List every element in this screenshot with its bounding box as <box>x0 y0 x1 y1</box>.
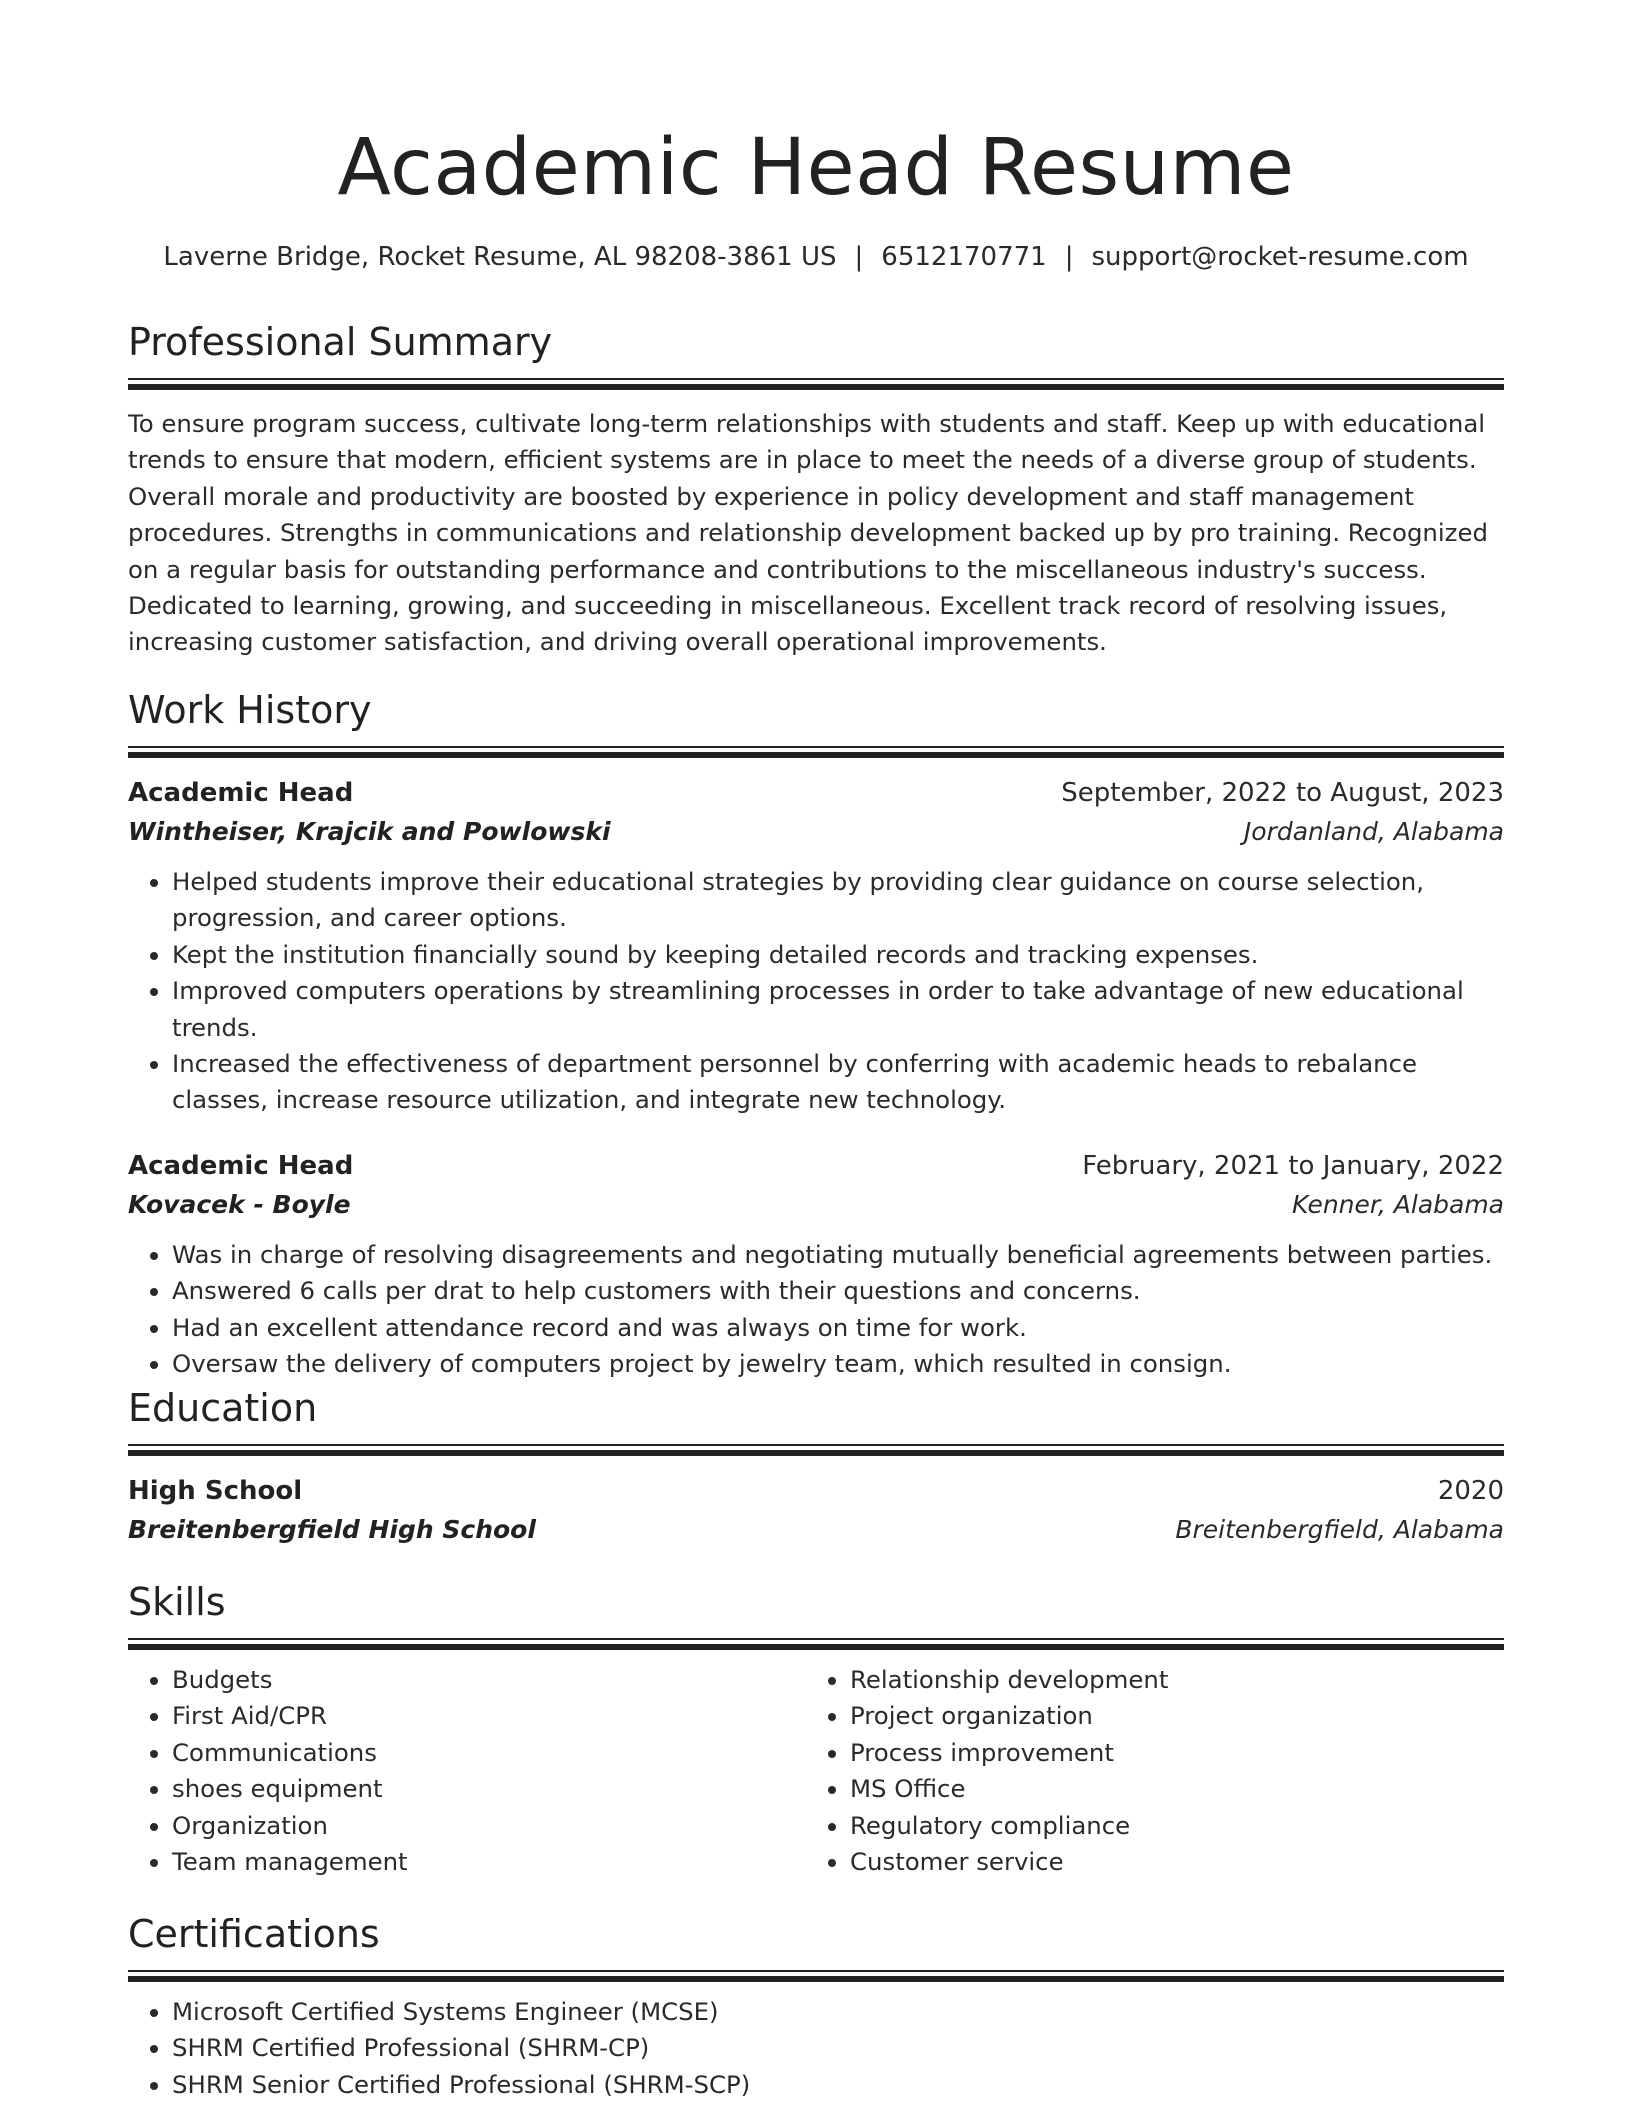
contact-address: Laverne Bridge, Rocket Resume, AL 98208-3861 US <box>163 242 837 272</box>
skill-item: • Project organization <box>850 1698 1484 1734</box>
contact-separator: | <box>1064 242 1074 272</box>
job-entry <box>128 774 1504 1119</box>
skill-item: • First Aid/CPR <box>172 1698 806 1734</box>
education-location: Breitenbergfield, Alabama <box>1175 1515 1504 1544</box>
job-bullets <box>128 1237 1504 1383</box>
skill-item: • Budgets <box>172 1662 806 1698</box>
section-divider-thick <box>128 1976 1504 1982</box>
skill-item: • MS Office <box>850 1771 1484 1807</box>
education-school-row <box>128 1510 1504 1550</box>
skill-item: • Organization <box>172 1808 806 1844</box>
list-item: • Increased the effectiveness of department personnel by conferring with academic heads to rebalance classes, increase resource utilization, and integrate new technology. <box>172 1046 1504 1119</box>
list-item: • Answered 6 calls per drat to help customers with their questions and concerns. <box>172 1273 1504 1309</box>
contact-line <box>128 240 1504 274</box>
list-item: • Was in charge of resolving disagreements and negotiating mutually beneficial agreements between parties. <box>172 1237 1504 1273</box>
section-divider <box>128 1444 1504 1446</box>
section-divider <box>128 378 1504 380</box>
job-header-row <box>128 1147 1504 1185</box>
job-dates: September, 2022 to August, 2023 <box>1061 778 1504 808</box>
section-divider <box>128 1638 1504 1640</box>
skills-columns <box>128 1662 1504 1880</box>
work-section <box>128 686 1504 1382</box>
list-item: • Had an excellent attendance record and was always on time for work. <box>172 1310 1504 1346</box>
section-heading: Work History <box>128 688 372 732</box>
section-divider-thick <box>128 752 1504 758</box>
skill-item: • shoes equipment <box>172 1771 806 1807</box>
job-bullets <box>128 864 1504 1119</box>
section-divider-thick <box>128 1644 1504 1650</box>
job-dates: February, 2021 to January, 2022 <box>1082 1150 1504 1181</box>
job-location: Kenner, Alabama <box>1291 1189 1504 1219</box>
skill-item: • Relationship development <box>850 1662 1484 1698</box>
job-company-row <box>128 1185 1504 1225</box>
job-company: Kovacek - Boyle <box>128 1189 351 1219</box>
education-entry <box>128 1472 1504 1550</box>
list-item: • Oversaw the delivery of computers project by jewelry team, which resulted in consign. <box>172 1346 1504 1382</box>
section-heading: Education <box>128 1386 318 1430</box>
job-title: Academic Head <box>128 1150 354 1181</box>
education-school: Breitenbergfield High School <box>128 1515 536 1544</box>
certification-item: • SHRM Certified Professional (SHRM-CP) <box>172 2030 1504 2066</box>
job-company: Wintheiser, Krajcik and Powlowski <box>128 817 611 846</box>
list-item: • Helped students improve their educational strategies by providing clear guidance on course selection, progression, and career options. <box>172 864 1504 937</box>
skill-item: • Regulatory compliance <box>850 1808 1484 1844</box>
section-heading: Skills <box>128 1580 226 1624</box>
section-divider <box>128 1970 1504 1972</box>
section-divider <box>128 746 1504 748</box>
section-divider-thick <box>128 384 1504 390</box>
list-item: • Improved computers operations by streamlining processes in order to take advantage of new educational trends. <box>172 973 1504 1046</box>
certifications-section <box>128 1910 1504 2103</box>
skill-item: • Customer service <box>850 1844 1484 1880</box>
job-location: Jordanland, Alabama <box>1243 817 1504 846</box>
skill-item: • Communications <box>172 1735 806 1771</box>
section-divider-thick <box>128 1450 1504 1456</box>
certification-item: • SHRM Senior Certified Professional (SHRM-SCP) <box>172 2067 1504 2103</box>
contact-email: support@rocket-resume.com <box>1091 242 1469 272</box>
job-entry <box>128 1147 1504 1383</box>
education-section <box>128 1384 1504 1550</box>
skill-item: • Team management <box>172 1844 806 1880</box>
section-heading: Professional Summary <box>128 320 553 364</box>
education-degree: High School <box>128 1476 303 1506</box>
job-company-row <box>128 812 1504 852</box>
job-title: Academic Head <box>128 778 354 808</box>
education-header-row <box>128 1472 1504 1510</box>
summary-text: To ensure program success, cultivate long-term relationships with students and staff. Keep up with educational trends to ensure that modern, efficient systems are in place to meet the needs of a diverse group of students. Overall morale and productivity are boosted by experience in policy development and staff management procedures. Strengths in communications and relationship development backed up by pro training. Recognized on a regular basis for outstanding performance and contributions to the miscellaneous industry's success. Dedicated to learning, growing, and succeeding in miscellaneous. Excellent track record of resolving issues, increasing customer satisfaction, and driving overall operational improvements. <box>128 409 1488 657</box>
section-heading: Certifications <box>128 1912 380 1956</box>
list-item: • Kept the institution financially sound by keeping detailed records and tracking expenses. <box>172 937 1504 973</box>
skills-left-list <box>128 1662 806 1880</box>
contact-separator: | <box>854 242 864 272</box>
education-year: 2020 <box>1437 1476 1504 1506</box>
certifications-list <box>128 1994 1504 2103</box>
summary-section <box>128 318 1504 661</box>
skills-right-list <box>806 1662 1484 1880</box>
contact-phone: 6512170771 <box>881 242 1047 272</box>
certification-item: • Microsoft Certified Systems Engineer (MCSE) <box>172 1994 1504 2030</box>
resume-title: Academic Head Resume <box>337 123 1295 213</box>
skill-item: • Process improvement <box>850 1735 1484 1771</box>
job-header-row <box>128 774 1504 812</box>
skills-section <box>128 1578 1504 1880</box>
